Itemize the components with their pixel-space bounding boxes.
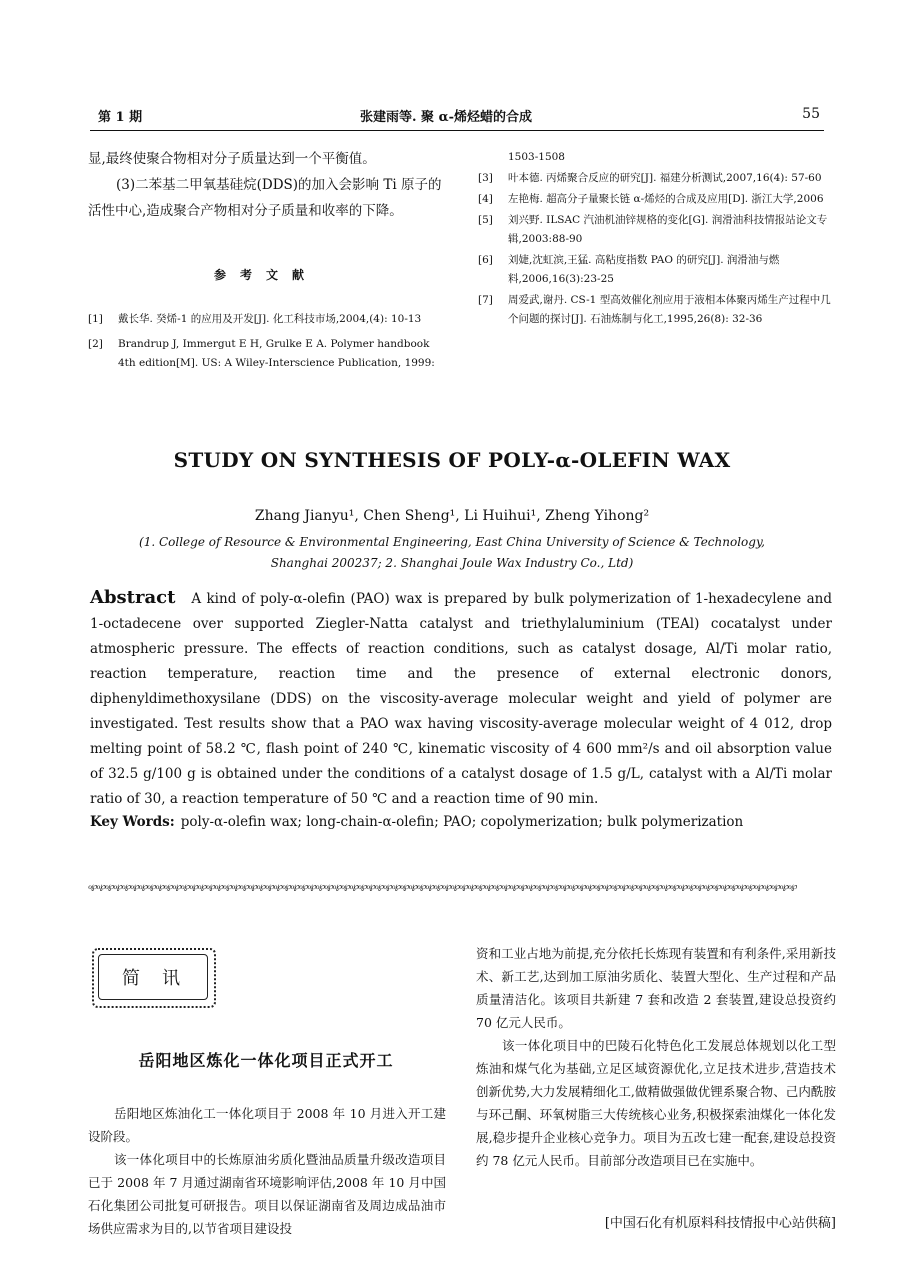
news-paragraph: 该一体化项目中的巴陵石化特色化工发展总体规划以化工型炼油和煤气化为基础,立足区域资源优化,立足技术进步,营造技术创新优势,大力发展精细化工,做精做强做优锂系聚合物、己内酰胺与环己酮、环氧树脂三大传统核心业务,积极探索油煤化一体化发展,稳步提升企业核心竞争力。项目为五改七建一配套,建设总投资约 78 亿元人民币。目前部分改造项目已在实施中。 (476, 1038, 836, 1168)
reference-text: 叶本德. 丙烯聚合反应的研究[J]. 福建分析测试,2007,16(4): 57-60 (508, 172, 822, 184)
news-credit: [中国石化有机原料科技情报中心站供稿] (604, 1216, 836, 1231)
reference-text: 戴长华. 癸烯-1 的应用及开发[J]. 化工科技市场,2004,(4): 10-13 (118, 313, 422, 325)
page-number: 55 (802, 106, 820, 122)
affiliation-line: Shanghai 200237; 2. Shanghai Joule Wax Industry Co., Ltd) (270, 556, 634, 570)
english-title: STUDY ON SYNTHESIS OF POLY-α-OLEFIN WAX (173, 448, 731, 472)
abstract-label: Abstract (90, 587, 176, 608)
reference-number: [2] (88, 338, 103, 350)
news-right-column (476, 942, 836, 1172)
author-list: Zhang Jianyu¹, Chen Sheng¹, Li Huihui¹, Zheng Yihong² (254, 508, 650, 524)
references-heading: 参考文献 (213, 268, 318, 282)
reference-number: [1] (88, 313, 103, 325)
keywords-text: poly-α-olefin wax; long-chain-α-olefin; PAO; copolymerization; bulk polymerization (180, 814, 744, 830)
news-paragraph: 资和工业占地为前提,充分依托长炼现有装置和有利条件,采用新技术、新工艺,达到加工原油劣质化、装置大型化、生产过程和产品质量清洁化。该项目共新建 7 套和改造 2 套装置,建设总投资约 70 亿元人民币。 (476, 946, 836, 1030)
running-title: 张建雨等. 聚 α-烯烃蜡的合成 (360, 110, 532, 125)
reference-item (88, 310, 444, 329)
news-paragraph: 该一体化项目中的长炼原油劣质化暨油品质量升级改造项目已于 2008 年 7 月通过湖南省环境影响评估,2008 年 10 月中国石化集团公司批复可研报告。项目以保证湖南省及周边成品油市场供应需求为目的,以节省项目建设投 (88, 1152, 446, 1236)
ornamental-divider: ℴ℘ℴ℘ℴ℘ℴ℘ℴ℘ℴ℘ℴ℘ℴ℘ℴ℘ℴ℘ℴ℘ℴ℘ℴ℘ℴ℘ℴ℘ℴ℘ℴ℘ℴ℘ℴ℘ℴ℘ℴ℘ℴ℘ℴ℘ℴ℘ℴ℘ℴ℘ℴ℘ℴ℘ℴ℘ℴ℘ℴ℘ℴ℘ℴ℘ℴ℘ℴ℘ℴ℘ℴ℘ℴ℘ℴ℘ℴ℘ℴ℘ℴ℘ℴ℘ℴ℘ℴ℘ℴ℘ℴ℘ℴ℘ℴ℘ℴ℘ℴ℘ℴ℘ℴ℘ℴ℘ℴ℘ℴ℘ℴ℘ℴ℘ℴ℘ℴ℘ℴ℘ℴ℘ℴ℘ℴ℘ℴ℘ℴ℘ℴ℘ℴ℘ℴ℘ℴ℘ℴ℘ℴ℘ℴ℘ℴ℘ℴ℘ℴ℘ℴ℘ℴ℘ℴ℘ℴ℘ℴ℘ℴ℘ℴ℘ℴ℘ (88, 882, 797, 892)
reference-text: 左艳梅. 超高分子量聚长链 α-烯烃的合成及应用[D]. 浙江大学,2006 (508, 193, 824, 205)
news-paragraph: 岳阳地区炼油化工一体化项目于 2008 年 10 月进入开工建设阶段。 (88, 1106, 446, 1144)
reference-item (88, 335, 444, 373)
reference-number: [7] (478, 294, 493, 306)
reference-item (478, 169, 838, 188)
running-header (90, 104, 824, 131)
reference-text: 刘婕,沈虹滨,王猛. 高粘度指数 PAO 的研究[J]. 润滑油与燃料,2006,16(3):23-25 (508, 254, 780, 285)
news-brief-label: 简讯 (122, 968, 202, 989)
abstract-text: A kind of poly-α-olefin (PAO) wax is prepared by bulk polymerization of 1-hexadecylene and 1-octadecene over supported Ziegler-Natta catalyst and triethylaluminium (TEAl) cocatalyst under atmospheric pressure. The effects of reaction conditions, such as catalyst dosage, Al/Ti molar ratio, reaction temperature, reaction time and the presence of external electronic donors, diphenyldimethoxysilane (DDS) on the viscosity-average molecular weight and yield of polymer are investigated. Test results show that a PAO wax having viscosity-average molecular weight of 4 012, drop melting point of 58.2 ℃, flash point of 240 ℃, kinematic viscosity of 4 600 mm²/s and oil absorption value of 32.5 g/100 g is obtained under the conditions of a catalyst dosage of 1.5 g/L, catalyst with a Al/Ti molar ratio of 30, a reaction temperature of 50 ℃ and a reaction time of 90 min. (90, 591, 832, 807)
references-right (478, 148, 838, 329)
keywords-label: Key Words: (90, 814, 175, 830)
reference-number: [5] (478, 214, 493, 226)
keywords (90, 814, 832, 830)
affiliations (0, 532, 904, 574)
conclusion-p2: (3)二苯基二甲氧基硅烷(DDS)的加入会影响 Ti 原子的活性中心,造成聚合产物相对分子质量和收率的下降。 (88, 177, 442, 219)
conclusion-text (88, 146, 444, 224)
news-brief-box (92, 948, 218, 1010)
reference-number: [3] (478, 172, 493, 184)
news-left-column (88, 1102, 446, 1240)
reference-item (478, 251, 838, 289)
conclusion-p1: 显,最终使聚合物相对分子质量达到一个平衡值。 (88, 151, 376, 167)
affiliation-line: (1. College of Resource & Environmental Engineering, East China University of Science & Technology, (139, 535, 765, 549)
reference-text: 1503-1508 (508, 151, 565, 163)
references-left (88, 310, 444, 373)
reference-item (478, 211, 838, 249)
news-title: 岳阳地区炼化一体化项目正式开工 (138, 1051, 394, 1070)
abstract (90, 585, 832, 812)
reference-continuation (478, 148, 838, 167)
reference-text: 周爱武,谢丹. CS-1 型高效催化剂应用于液相本体聚丙烯生产过程中几个问题的探讨[J]. 石油炼制与化工,1995,26(8): 32-36 (508, 294, 831, 325)
reference-text: Brandrup J, Immergut E H, Grulke E A. Polymer handbook 4th edition[M]. US: A Wiley-Interscience Publication, 1999: (118, 338, 435, 369)
reference-text: 刘兴野. ILSAC 汽油机油锌规格的变化[G]. 润滑油科技情报站论文专辑,2003:88-90 (508, 214, 828, 245)
reference-item (478, 291, 838, 329)
issue-label: 第 1 期 (98, 110, 143, 125)
reference-item (478, 190, 838, 209)
reference-number: [6] (478, 254, 493, 266)
reference-number: [4] (478, 193, 493, 205)
